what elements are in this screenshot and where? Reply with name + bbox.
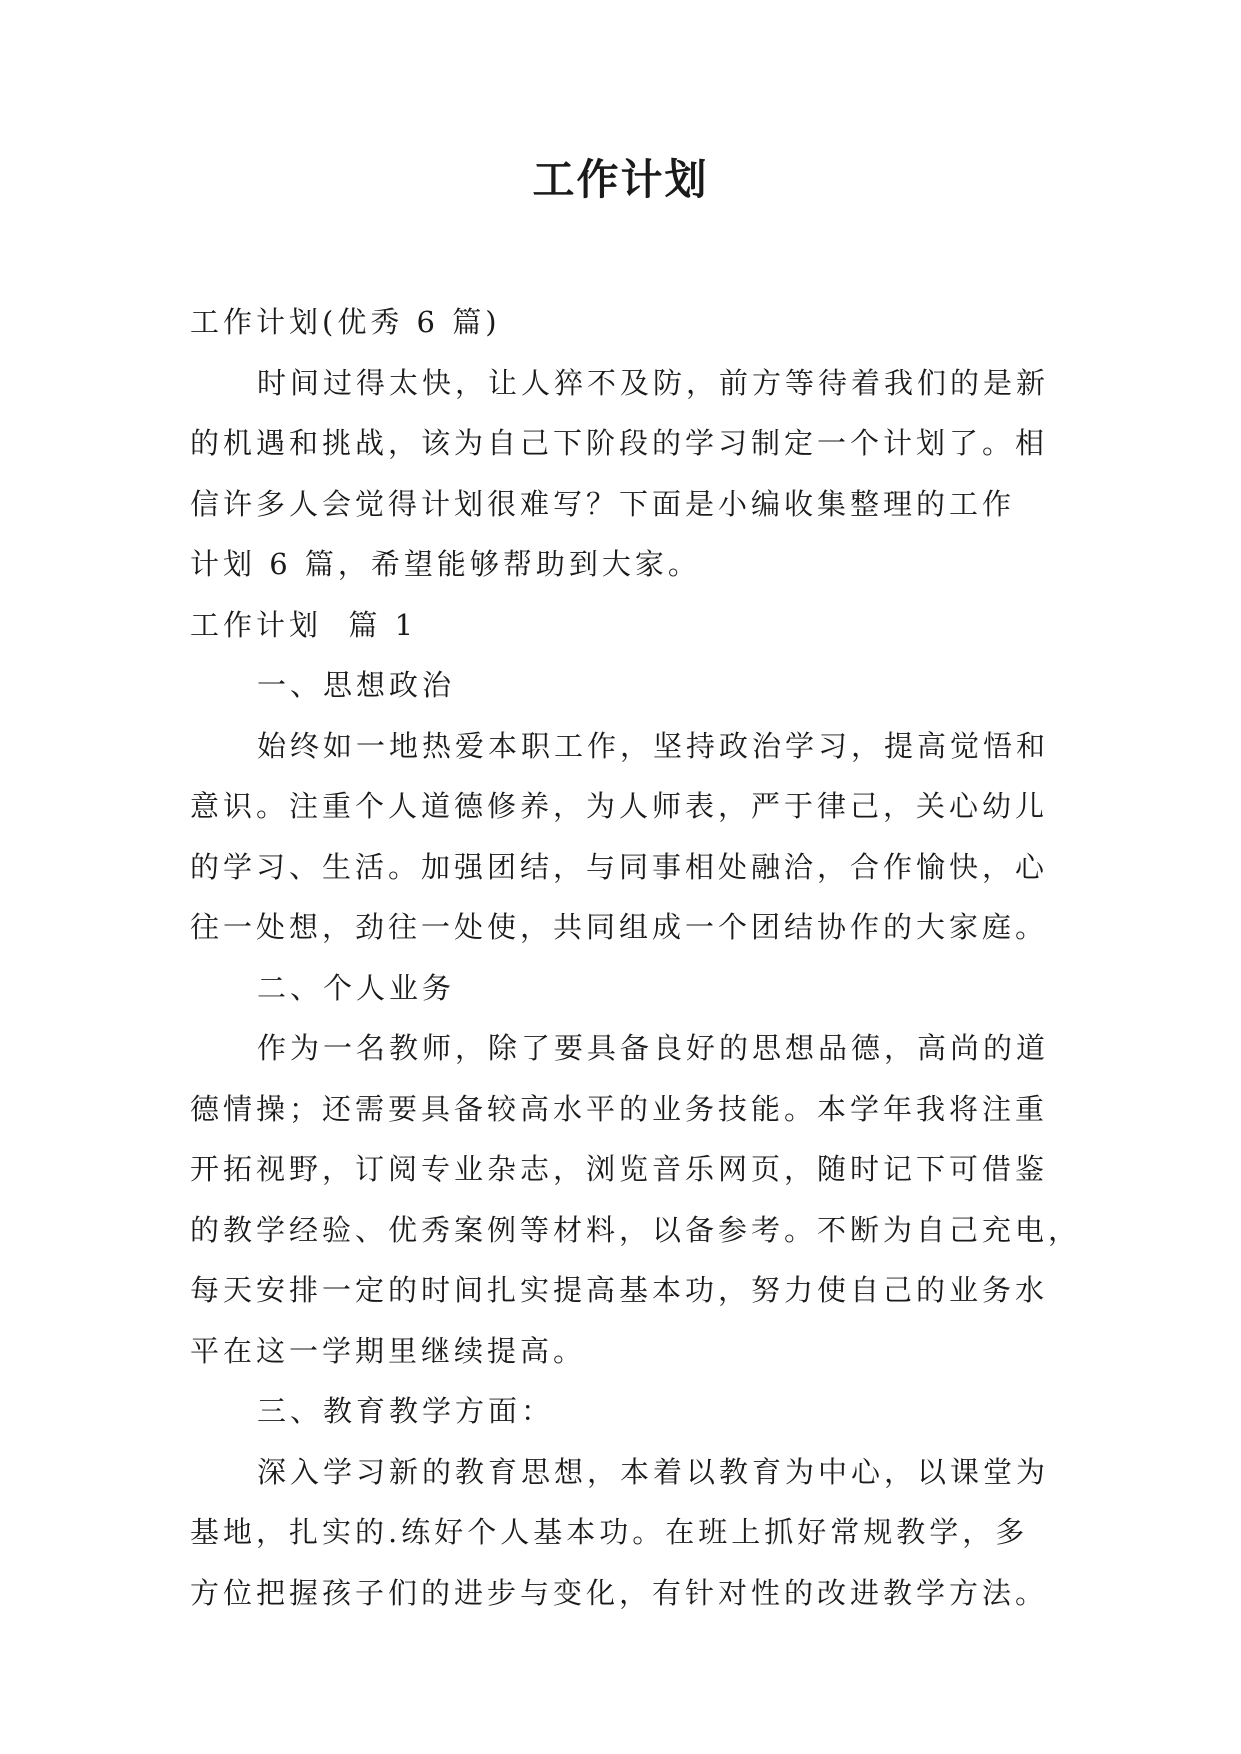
text-line: 计划 6 篇，希望能够帮助到大家。 (190, 547, 701, 581)
text-line: 三、教育教学方面： (257, 1394, 555, 1428)
text-line: 平在这一学期里继续提高。 (190, 1333, 587, 1368)
text-line: 德情操；还需要具备较高水平的业务技能。本学年我将注重 (190, 1091, 1049, 1126)
text-line: 的机遇和挑战，该为自己下阶段的学习制定一个计划了。相 (190, 426, 1049, 460)
text-line: 工作计划 篇 1 (190, 607, 418, 642)
text-line: 二、个人业务 (257, 970, 456, 1005)
text-line: 的教学经验、优秀案例等材料，以备参考。不断为自己充电， (190, 1212, 1082, 1247)
text-line: 作为一名教师，除了要具备良好的思想品德，高尚的道 (257, 1031, 1050, 1065)
text-line: 基地，扎实的.练好个人基本功。在班上抓好常规教学，多 (190, 1515, 1029, 1549)
text-line: 信许多人会觉得计划很难写？下面是小编收集整理的工作 (190, 486, 1016, 521)
text-line: 的学习、生活。加强团结，与同事相处融洽，合作愉快，心 (190, 849, 1049, 884)
text-line: 往一处想，劲往一处使，共同组成一个团结协作的大家庭。 (190, 910, 1049, 944)
document-title: 工作计划 (532, 155, 709, 204)
text-line: 每天安排一定的时间扎实提高基本功，努力使自己的业务水 (190, 1273, 1049, 1307)
text-line: 深入学习新的教育思想，本着以教育为中心，以课堂为 (257, 1454, 1050, 1489)
text-line: 时间过得太快，让人猝不及防，前方等待着我们的是新 (257, 365, 1050, 400)
text-line: 始终如一地热爱本职工作，坚持政治学习，提高觉悟和 (257, 728, 1050, 763)
document-body (190, 292, 1082, 1623)
text-line: 一、思想政治 (257, 668, 456, 702)
text-line: 意识。注重个人道德修养，为人师表，严于律己，关心幼儿 (190, 789, 1049, 823)
text-line: 工作计划(优秀 6 篇) (190, 305, 501, 339)
text-line: 方位把握孩子们的进步与变化，有针对性的改进教学方法。 (190, 1575, 1049, 1610)
text-line: 开拓视野，订阅专业杂志，浏览音乐网页，随时记下可借鉴 (190, 1152, 1049, 1186)
